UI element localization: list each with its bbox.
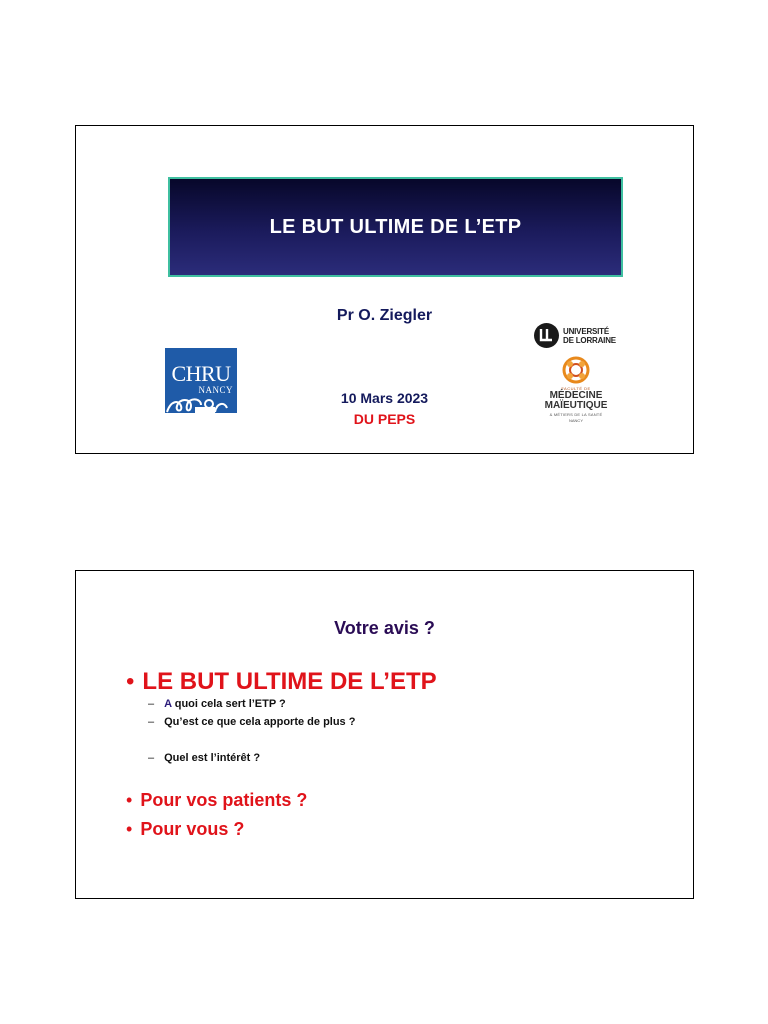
- faculty-line-2: MAÏEUTIQUE: [544, 400, 608, 411]
- sub-item-1-accent: A: [164, 698, 172, 710]
- ul-line-1: UNIVERSITÉ: [563, 327, 610, 336]
- sub-item-2: [148, 716, 355, 728]
- main-bullet: [126, 668, 437, 696]
- bullet-patients: [126, 790, 307, 811]
- faculty-line-4: NANCY: [568, 418, 583, 423]
- bullet-patients-text: Pour vos patients ?: [140, 790, 308, 810]
- main-bullet-text: LE BUT ULTIME DE L’ETP: [142, 668, 437, 695]
- sub-item-3-text: Quel est l’intérêt ?: [164, 752, 261, 764]
- sub-item-1: [148, 698, 286, 710]
- bullet-glyph: •: [126, 668, 135, 695]
- bullet-you-text: Pour vous ?: [140, 819, 245, 839]
- dash-glyph: –: [148, 698, 155, 710]
- bullet-glyph: •: [126, 790, 133, 810]
- slide-2: [75, 570, 694, 899]
- chru-logo-sub: NANCY: [198, 385, 233, 395]
- title-banner: [168, 177, 623, 277]
- ul-line-2: DE LORRAINE: [563, 336, 616, 345]
- bullet-you: [126, 819, 244, 840]
- sub-item-1-text: quoi cela sert l’ETP ?: [171, 698, 286, 710]
- faculty-prefix: FACULTÉ DE: [561, 386, 591, 391]
- faculty-emblem-icon: [556, 356, 596, 386]
- slide-title: LE BUT ULTIME DE L’ETP: [269, 215, 522, 238]
- course-name: DU PEPS: [353, 411, 416, 427]
- faculty-line-3: & MÉTIERS DE LA SANTÉ: [549, 412, 603, 417]
- slide-heading: Votre avis ?: [334, 618, 435, 638]
- bullet-glyph: •: [126, 819, 133, 839]
- dash-glyph: –: [148, 752, 155, 764]
- author: Pr O. Ziegler: [336, 307, 433, 324]
- faculte-medecine-logo: [531, 356, 621, 428]
- sub-item-2-text: Qu’est ce que cela apporte de plus ?: [164, 716, 356, 728]
- dash-glyph: –: [148, 716, 155, 728]
- universite-lorraine-logo: [534, 323, 618, 349]
- presentation-date: 10 Mars 2023: [340, 390, 429, 406]
- ul-emblem-icon: [534, 323, 559, 348]
- faculty-line-1: MÉDECINE: [549, 390, 603, 401]
- chru-logo-word: CHRU: [171, 361, 231, 386]
- slide-1: [75, 125, 694, 454]
- sub-item-3: [148, 752, 260, 764]
